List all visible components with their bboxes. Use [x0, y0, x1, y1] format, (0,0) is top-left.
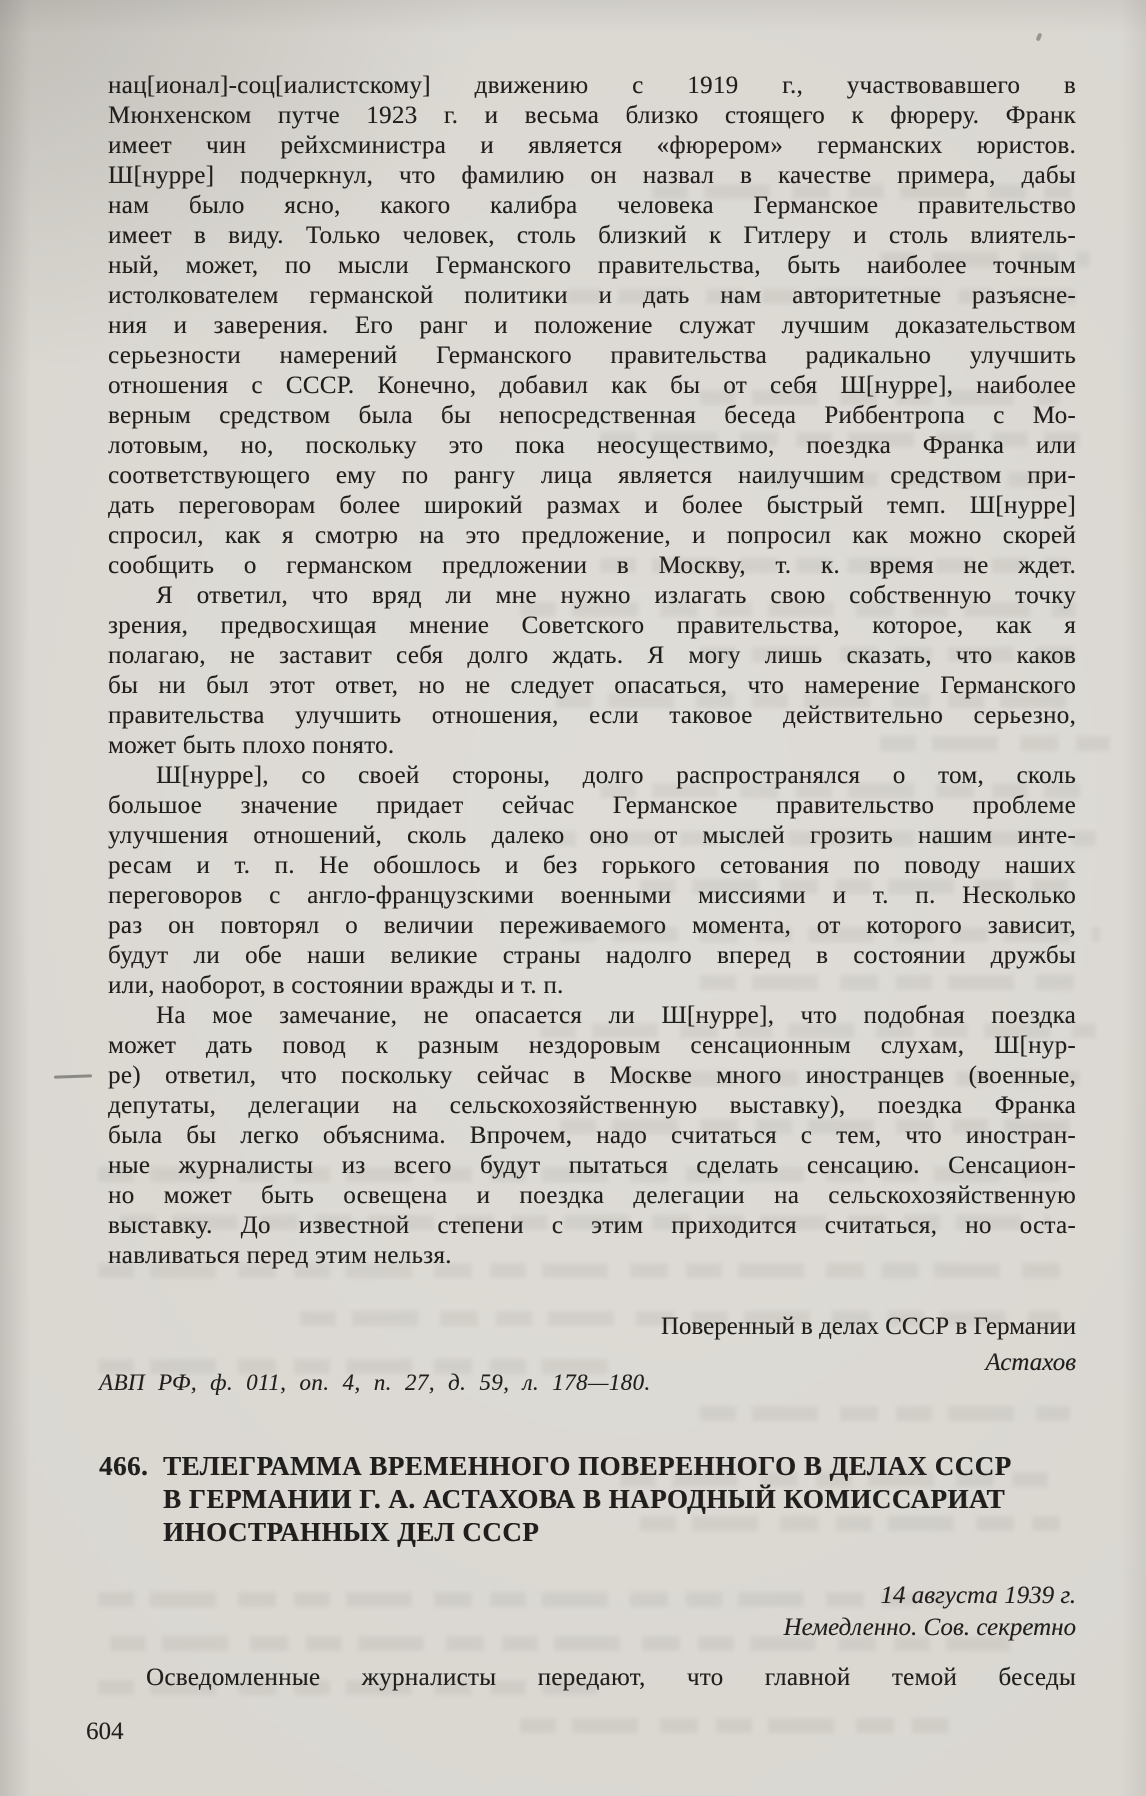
- body-text-line: соответствующего ему по рангу лица является наилучшим средством при-: [108, 462, 1076, 489]
- body-text-line: была бы легко объяснима. Впрочем, надо считаться с тем, что иностран-: [108, 1122, 1076, 1149]
- body-text-line: сообщить о германском предложении в Москву, т. к. время не ждет.: [108, 552, 1076, 579]
- body-text-line: но может быть освещена и поездка делегации на сельскохозяйственную: [108, 1182, 1076, 1209]
- page-number: 604: [86, 1718, 124, 1745]
- body-text-line: спросил, как я смотрю на это предложение, и попросил как можно скорей: [108, 522, 1076, 549]
- body-text-line: может дать повод к разным нездоровым сенсационным слухам, Ш[нур-: [108, 1032, 1076, 1059]
- body-text-line: На мое замечание, не опасается ли Ш[нурре], что подобная поездка: [156, 1002, 1076, 1029]
- body-text-line: ные журналисты из всего будут пытаться сделать сенсацию. Сенсацион-: [108, 1152, 1076, 1179]
- signature-title: Поверенный в делах СССР в Германии: [660, 1313, 1076, 1340]
- document-title-line: ИНОСТРАННЫХ ДЕЛ СССР: [163, 1517, 540, 1547]
- archive-reference: АВП РФ, ф. 011, оп. 4, п. 27, д. 59, л. 178—180.: [99, 1370, 651, 1395]
- body-text-line: полагаю, не заставит себя долго ждать. Я могу лишь сказать, что каков: [108, 642, 1076, 669]
- document-title-line: В ГЕРМАНИИ Г. А. АСТАХОВА В НАРОДНЫЙ КОМИССАРИАТ: [163, 1484, 1006, 1514]
- document-number: 466.: [99, 1451, 149, 1481]
- body-text-line: Мюнхенском путче 1923 г. и весьма близко стоящего к фюреру. Франк: [108, 102, 1076, 129]
- classification-note: Немедленно. Сов. секретно: [783, 1614, 1076, 1641]
- body-text-line: нац[ионал]-соц[иалистскому] движению с 1919 г., участвовавшего в: [108, 72, 1076, 99]
- body-text-line: Я ответил, что вряд ли мне нужно излагать свою собственную точку: [156, 582, 1076, 609]
- body-text-line: серьезности намерений Германского правительства радикально улучшить: [108, 342, 1076, 369]
- body-text-line: имеет чин рейхсминистра и является «фюрером» германских юристов.: [108, 132, 1076, 159]
- body-text-line: правительства улучшить отношения, если таковое действительно серьезно,: [108, 702, 1076, 729]
- body-text-line: нам было ясно, какого калибра человека Германское правительство: [108, 192, 1076, 219]
- document-title: [163, 1450, 1012, 1549]
- signature-name: Астахов: [985, 1349, 1076, 1376]
- body-text-line: или, наоборот, в состоянии вражды и т. п.: [108, 972, 564, 999]
- document-466-heading: [99, 1450, 1012, 1549]
- body-text-line: Ш[нурре], со своей стороны, долго распространялся о том, сколь: [156, 762, 1076, 789]
- body-text-line: может быть плохо понято.: [108, 732, 395, 759]
- body-text-line: имеет в виду. Только человек, столь близкий к Гитлеру и столь влиятель-: [108, 222, 1076, 249]
- body-text-line: Ш[нурре] подчеркнул, что фамилию он назвал в качестве примера, дабы: [108, 162, 1076, 189]
- body-text-line: бы ни был этот ответ, но не следует опасаться, что намерение Германского: [108, 672, 1076, 699]
- body-text-line: ный, может, по мысли Германского правительства, быть наиболее точным: [108, 252, 1076, 279]
- body-text-line: истолкователем германской политики и дать нам авторитетные разъясне-: [108, 282, 1076, 309]
- body-text-line: выставку. До известной степени с этим приходится считаться, но оста-: [108, 1212, 1076, 1239]
- body-text-line: дать переговорам более широкий размах и более быстрый темп. Ш[нурре]: [108, 492, 1076, 519]
- body-text-line: ре) ответил, что поскольку сейчас в Москве много иностранцев (военные,: [108, 1062, 1076, 1089]
- body-text-line: зрения, предвосхищая мнение Советского правительства, которое, как я: [108, 612, 1076, 639]
- body-text-line: ния и заверения. Его ранг и положение служат лучшим доказательством: [108, 312, 1076, 339]
- body-text-line: лотовым, но, поскольку это пока неосуществимо, поездка Франка или: [108, 432, 1076, 459]
- body-text-line: ресам и т. п. Не обошлось и без горького сетования по поводу наших: [108, 852, 1076, 879]
- body-text-line: навливаться перед этим нельзя.: [108, 1242, 452, 1269]
- body-text-line: верным средством была бы непосредственная беседа Риббентропа с Мо-: [108, 402, 1076, 429]
- body-text-line: улучшения отношений, сколь далеко оно от мыслей грозить нашим инте-: [108, 822, 1076, 849]
- body-text-line: депутаты, делегации на сельскохозяйственную выставку), поездка Франка: [108, 1092, 1076, 1119]
- body-text-line: будут ли обе наши великие страны надолго вперед в состоянии дружбы: [108, 942, 1076, 969]
- body-text-line: раз он повторял о величии переживаемого момента, от которого зависит,: [108, 912, 1076, 939]
- body-text-line: переговоров с англо-французскими военными миссиями и т. п. Несколько: [108, 882, 1076, 909]
- document-date: 14 августа 1939 г.: [880, 1582, 1076, 1609]
- document-title-line: ТЕЛЕГРАММА ВРЕМЕННОГО ПОВЕРЕННОГО В ДЕЛАХ СССР: [163, 1451, 1012, 1481]
- body-text-line: отношения с СССР. Конечно, добавил как бы от себя Ш[нурре], наиболее: [108, 372, 1076, 399]
- body-text-line: большое значение придает сейчас Германское правительство проблеме: [108, 792, 1076, 819]
- document-466-opening-line: Осведомленные журналисты передают, что главной темой беседы: [146, 1664, 1076, 1691]
- document-465-body: [108, 71, 1076, 1271]
